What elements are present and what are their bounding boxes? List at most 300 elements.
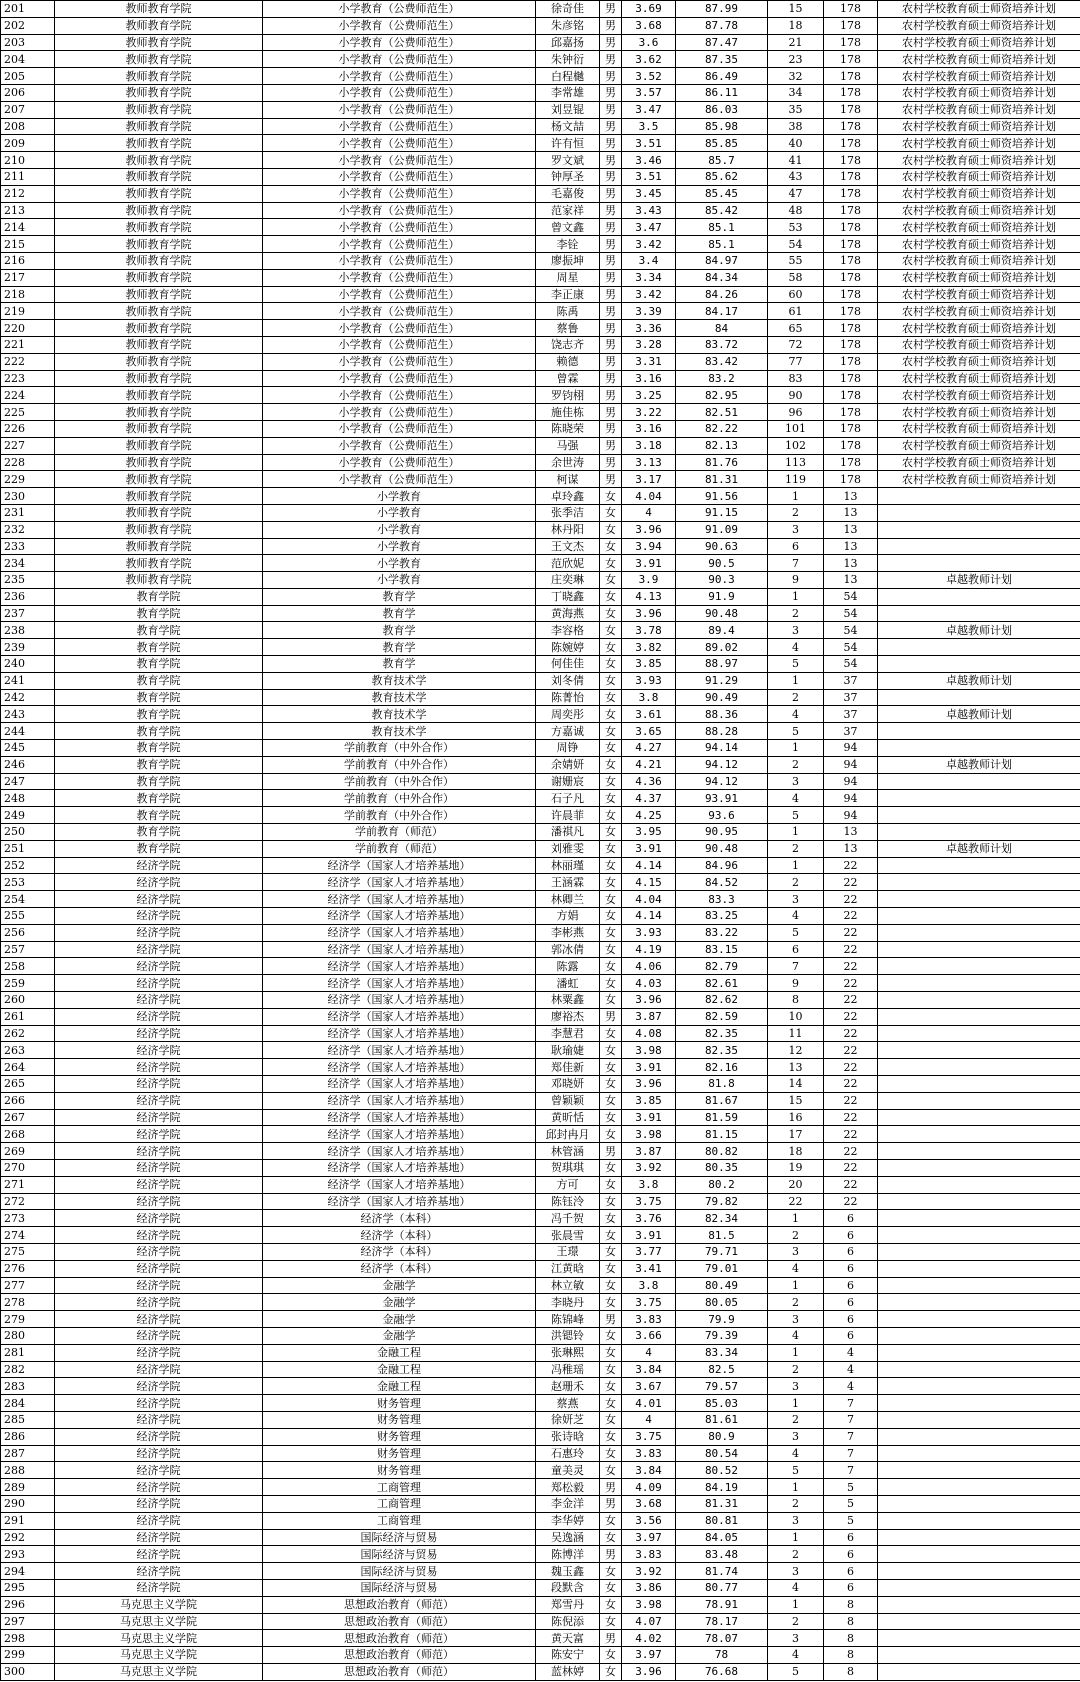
gender-cell: 女: [600, 773, 622, 790]
rank-cell: 4: [768, 706, 824, 723]
rank-cell: 47: [768, 185, 824, 202]
row-number-cell: 279: [1, 1311, 55, 1328]
program-cell: 卓越教师计划: [878, 840, 1080, 857]
rank-cell: 72: [768, 336, 824, 353]
table-row: [1, 504, 1080, 521]
rank-cell: 18: [768, 17, 824, 34]
college-cell: 经济学院: [55, 857, 263, 874]
student-name-cell: 卓玲鑫: [536, 488, 600, 505]
college-cell: 教师教育学院: [55, 135, 263, 152]
gender-cell: 女: [600, 672, 622, 689]
student-name-cell: 刘冬倩: [536, 672, 600, 689]
row-number-cell: 249: [1, 807, 55, 824]
rank-cell: 12: [768, 1042, 824, 1059]
gender-cell: 女: [600, 756, 622, 773]
gpa-cell: 3.42: [622, 286, 676, 303]
major-cell: 小学教育（公费师范生）: [263, 135, 536, 152]
program-cell: [878, 1008, 1080, 1025]
student-name-cell: 丁晓鑫: [536, 588, 600, 605]
program-cell: [878, 1479, 1080, 1496]
gpa-cell: 3.86: [622, 1579, 676, 1596]
row-number-cell: 242: [1, 689, 55, 706]
gender-cell: 女: [600, 1059, 622, 1076]
gpa-cell: 3.84: [622, 1462, 676, 1479]
major-cell: 小学教育（公费师范生）: [263, 34, 536, 51]
college-cell: 经济学院: [55, 1428, 263, 1445]
total-cell: 54: [824, 605, 878, 622]
college-cell: 教育学院: [55, 773, 263, 790]
major-cell: 国际经济与贸易: [263, 1563, 536, 1580]
score-cell: 84: [676, 320, 768, 337]
total-cell: 22: [824, 857, 878, 874]
rank-cell: 1: [768, 1529, 824, 1546]
total-cell: 6: [824, 1260, 878, 1277]
college-cell: 经济学院: [55, 1445, 263, 1462]
score-cell: 81.31: [676, 471, 768, 488]
program-cell: [878, 790, 1080, 807]
score-cell: 81.5: [676, 1227, 768, 1244]
program-cell: [878, 1260, 1080, 1277]
score-cell: 94.12: [676, 773, 768, 790]
rank-cell: 40: [768, 135, 824, 152]
gpa-cell: 4: [622, 1411, 676, 1428]
rank-cell: 77: [768, 353, 824, 370]
rank-cell: 32: [768, 68, 824, 85]
row-number-cell: 256: [1, 924, 55, 941]
rank-cell: 9: [768, 572, 824, 589]
program-cell: [878, 1411, 1080, 1428]
major-cell: 学前教育（师范）: [263, 824, 536, 841]
total-cell: 8: [824, 1647, 878, 1664]
score-cell: 90.3: [676, 572, 768, 589]
major-cell: 经济学（本科）: [263, 1243, 536, 1260]
table-row: [1, 840, 1080, 857]
rank-cell: 60: [768, 286, 824, 303]
table-row: [1, 1126, 1080, 1143]
row-number-cell: 222: [1, 353, 55, 370]
student-name-cell: 蓝林婷: [536, 1663, 600, 1680]
major-cell: 小学教育（公费师范生）: [263, 320, 536, 337]
total-cell: 4: [824, 1378, 878, 1395]
total-cell: 54: [824, 622, 878, 639]
row-number-cell: 240: [1, 656, 55, 673]
major-cell: 经济学（国家人才培养基地）: [263, 874, 536, 891]
student-name-cell: 曾颖颖: [536, 1092, 600, 1109]
total-cell: 6: [824, 1546, 878, 1563]
score-cell: 80.2: [676, 1176, 768, 1193]
student-name-cell: 方嘉诚: [536, 723, 600, 740]
rank-cell: 16: [768, 1109, 824, 1126]
gender-cell: 男: [600, 1546, 622, 1563]
row-number-cell: 276: [1, 1260, 55, 1277]
program-cell: 农村学校教育硕士师资培养计划: [878, 152, 1080, 169]
rank-cell: 90: [768, 387, 824, 404]
college-cell: 经济学院: [55, 1361, 263, 1378]
total-cell: 6: [824, 1294, 878, 1311]
score-cell: 82.34: [676, 1210, 768, 1227]
row-number-cell: 232: [1, 521, 55, 538]
major-cell: 经济学（国家人才培养基地）: [263, 1126, 536, 1143]
total-cell: 22: [824, 1025, 878, 1042]
row-number-cell: 214: [1, 219, 55, 236]
college-cell: 经济学院: [55, 1227, 263, 1244]
row-number-cell: 238: [1, 622, 55, 639]
program-cell: [878, 538, 1080, 555]
college-cell: 经济学院: [55, 1042, 263, 1059]
total-cell: 178: [824, 320, 878, 337]
gpa-cell: 3.51: [622, 168, 676, 185]
total-cell: 178: [824, 152, 878, 169]
major-cell: 教育学: [263, 639, 536, 656]
row-number-cell: 291: [1, 1512, 55, 1529]
major-cell: 金融学: [263, 1311, 536, 1328]
college-cell: 经济学院: [55, 1495, 263, 1512]
major-cell: 经济学（国家人才培养基地）: [263, 1092, 536, 1109]
gpa-cell: 3.75: [622, 1428, 676, 1445]
student-name-cell: 林管涵: [536, 1143, 600, 1160]
rank-cell: 4: [768, 1647, 824, 1664]
college-cell: 教师教育学院: [55, 286, 263, 303]
college-cell: 马克思主义学院: [55, 1630, 263, 1647]
total-cell: 22: [824, 1159, 878, 1176]
gender-cell: 男: [600, 303, 622, 320]
rank-cell: 3: [768, 1243, 824, 1260]
student-name-cell: 曾文鑫: [536, 219, 600, 236]
total-cell: 13: [824, 538, 878, 555]
total-cell: 22: [824, 992, 878, 1009]
student-name-cell: 王文杰: [536, 538, 600, 555]
total-cell: 178: [824, 118, 878, 135]
college-cell: 教师教育学院: [55, 320, 263, 337]
major-cell: 经济学（本科）: [263, 1260, 536, 1277]
gender-cell: 女: [600, 1243, 622, 1260]
row-number-cell: 271: [1, 1176, 55, 1193]
gpa-cell: 3.16: [622, 370, 676, 387]
row-number-cell: 254: [1, 891, 55, 908]
student-name-cell: 邓晓妍: [536, 1076, 600, 1093]
table-row: [1, 706, 1080, 723]
program-cell: [878, 1512, 1080, 1529]
rank-cell: 1: [768, 1277, 824, 1294]
gpa-cell: 4.25: [622, 807, 676, 824]
total-cell: 7: [824, 1428, 878, 1445]
row-number-cell: 225: [1, 404, 55, 421]
rank-cell: 1: [768, 824, 824, 841]
major-cell: 财务管理: [263, 1411, 536, 1428]
table-row: [1, 84, 1080, 101]
table-row: [1, 471, 1080, 488]
student-name-cell: 赖德: [536, 353, 600, 370]
student-name-cell: 耿瑜婕: [536, 1042, 600, 1059]
major-cell: 经济学（国家人才培养基地）: [263, 1076, 536, 1093]
program-cell: [878, 1159, 1080, 1176]
row-number-cell: 235: [1, 572, 55, 589]
college-cell: 经济学院: [55, 1092, 263, 1109]
college-cell: 经济学院: [55, 1210, 263, 1227]
table-row: [1, 639, 1080, 656]
college-cell: 教师教育学院: [55, 51, 263, 68]
rank-cell: 4: [768, 790, 824, 807]
score-cell: 85.03: [676, 1395, 768, 1412]
score-cell: 88.28: [676, 723, 768, 740]
rank-cell: 3: [768, 1311, 824, 1328]
gpa-cell: 3.47: [622, 219, 676, 236]
college-cell: 教育学院: [55, 639, 263, 656]
program-cell: 农村学校教育硕士师资培养计划: [878, 437, 1080, 454]
gpa-cell: 3.76: [622, 1210, 676, 1227]
college-cell: 教师教育学院: [55, 504, 263, 521]
row-number-cell: 265: [1, 1076, 55, 1093]
row-number-cell: 233: [1, 538, 55, 555]
total-cell: 178: [824, 370, 878, 387]
major-cell: 经济学（国家人才培养基地）: [263, 924, 536, 941]
student-name-cell: 冯稚瑶: [536, 1361, 600, 1378]
student-name-cell: 白程樾: [536, 68, 600, 85]
college-cell: 教师教育学院: [55, 538, 263, 555]
major-cell: 金融工程: [263, 1361, 536, 1378]
student-name-cell: 陈博洋: [536, 1546, 600, 1563]
score-cell: 83.72: [676, 336, 768, 353]
program-cell: 农村学校教育硕士师资培养计划: [878, 387, 1080, 404]
college-cell: 经济学院: [55, 1008, 263, 1025]
rank-cell: 101: [768, 420, 824, 437]
major-cell: 金融学: [263, 1294, 536, 1311]
score-cell: 85.45: [676, 185, 768, 202]
college-cell: 教育学院: [55, 723, 263, 740]
gender-cell: 女: [600, 588, 622, 605]
major-cell: 财务管理: [263, 1428, 536, 1445]
gpa-cell: 3.46: [622, 152, 676, 169]
major-cell: 经济学（国家人才培养基地）: [263, 1042, 536, 1059]
major-cell: 小学教育（公费师范生）: [263, 404, 536, 421]
gender-cell: 女: [600, 1596, 622, 1613]
program-cell: 农村学校教育硕士师资培养计划: [878, 320, 1080, 337]
total-cell: 4: [824, 1344, 878, 1361]
program-cell: [878, 555, 1080, 572]
table-row: [1, 68, 1080, 85]
student-name-cell: 郑佳新: [536, 1059, 600, 1076]
rank-cell: 58: [768, 269, 824, 286]
college-cell: 经济学院: [55, 941, 263, 958]
college-cell: 经济学院: [55, 1529, 263, 1546]
total-cell: 7: [824, 1462, 878, 1479]
total-cell: 178: [824, 1, 878, 18]
row-number-cell: 239: [1, 639, 55, 656]
row-number-cell: 206: [1, 84, 55, 101]
major-cell: 教育技术学: [263, 689, 536, 706]
rank-cell: 3: [768, 1563, 824, 1580]
student-name-cell: 林丽瑾: [536, 857, 600, 874]
student-name-cell: 李正康: [536, 286, 600, 303]
row-number-cell: 224: [1, 387, 55, 404]
major-cell: 思想政治教育（师范）: [263, 1613, 536, 1630]
table-row: [1, 1529, 1080, 1546]
rank-cell: 2: [768, 874, 824, 891]
gender-cell: 女: [600, 992, 622, 1009]
rank-cell: 2: [768, 840, 824, 857]
program-cell: [878, 740, 1080, 757]
table-row: [1, 185, 1080, 202]
gender-cell: 男: [600, 1495, 622, 1512]
major-cell: 金融学: [263, 1277, 536, 1294]
program-cell: 农村学校教育硕士师资培养计划: [878, 269, 1080, 286]
program-cell: 农村学校教育硕士师资培养计划: [878, 34, 1080, 51]
row-number-cell: 280: [1, 1327, 55, 1344]
gender-cell: 女: [600, 1647, 622, 1664]
rank-cell: 2: [768, 1294, 824, 1311]
score-cell: 84.05: [676, 1529, 768, 1546]
major-cell: 小学教育（公费师范生）: [263, 118, 536, 135]
gender-cell: 男: [600, 236, 622, 253]
program-cell: 卓越教师计划: [878, 756, 1080, 773]
program-cell: [878, 1277, 1080, 1294]
table-row: [1, 807, 1080, 824]
rank-cell: 4: [768, 908, 824, 925]
rank-cell: 2: [768, 504, 824, 521]
rank-cell: 4: [768, 1579, 824, 1596]
gender-cell: 女: [600, 807, 622, 824]
student-name-cell: 黄昕恬: [536, 1109, 600, 1126]
gpa-cell: 4.21: [622, 756, 676, 773]
gender-cell: 女: [600, 740, 622, 757]
gpa-cell: 3.18: [622, 437, 676, 454]
gpa-cell: 3.9: [622, 572, 676, 589]
row-number-cell: 274: [1, 1227, 55, 1244]
program-cell: [878, 1529, 1080, 1546]
rank-cell: 2: [768, 1227, 824, 1244]
total-cell: 94: [824, 790, 878, 807]
row-number-cell: 283: [1, 1378, 55, 1395]
gender-cell: 男: [600, 51, 622, 68]
row-number-cell: 230: [1, 488, 55, 505]
row-number-cell: 258: [1, 958, 55, 975]
table-row: [1, 387, 1080, 404]
gender-cell: 女: [600, 1193, 622, 1210]
table-row: [1, 420, 1080, 437]
table-row: [1, 219, 1080, 236]
rank-cell: 20: [768, 1176, 824, 1193]
rank-cell: 8: [768, 992, 824, 1009]
student-name-cell: 朱钟衍: [536, 51, 600, 68]
major-cell: 学前教育（中外合作）: [263, 807, 536, 824]
gpa-cell: 3.56: [622, 1512, 676, 1529]
table-row: [1, 168, 1080, 185]
major-cell: 小学教育（公费师范生）: [263, 303, 536, 320]
total-cell: 13: [824, 521, 878, 538]
table-row: [1, 1294, 1080, 1311]
college-cell: 教育学院: [55, 588, 263, 605]
college-cell: 经济学院: [55, 1159, 263, 1176]
row-number-cell: 219: [1, 303, 55, 320]
total-cell: 178: [824, 286, 878, 303]
college-cell: 教师教育学院: [55, 471, 263, 488]
total-cell: 54: [824, 588, 878, 605]
gpa-cell: 3.61: [622, 706, 676, 723]
row-number-cell: 223: [1, 370, 55, 387]
total-cell: 22: [824, 1109, 878, 1126]
rank-cell: 6: [768, 538, 824, 555]
score-cell: 81.61: [676, 1411, 768, 1428]
student-name-cell: 周奕彤: [536, 706, 600, 723]
program-cell: [878, 992, 1080, 1009]
rank-cell: 11: [768, 1025, 824, 1042]
major-cell: 财务管理: [263, 1445, 536, 1462]
student-name-cell: 贺琪琪: [536, 1159, 600, 1176]
student-name-cell: 林粟鑫: [536, 992, 600, 1009]
program-cell: [878, 874, 1080, 891]
major-cell: 思想政治教育（师范）: [263, 1663, 536, 1680]
row-number-cell: 272: [1, 1193, 55, 1210]
gpa-cell: 4.19: [622, 941, 676, 958]
gender-cell: 男: [600, 168, 622, 185]
gpa-cell: 3.91: [622, 555, 676, 572]
program-cell: [878, 1445, 1080, 1462]
gender-cell: 女: [600, 1445, 622, 1462]
college-cell: 教师教育学院: [55, 454, 263, 471]
gpa-cell: 3.47: [622, 101, 676, 118]
student-name-cell: 曾霖: [536, 370, 600, 387]
table-row: [1, 135, 1080, 152]
row-number-cell: 243: [1, 706, 55, 723]
total-cell: 6: [824, 1243, 878, 1260]
score-cell: 81.15: [676, 1126, 768, 1143]
gender-cell: 女: [600, 1663, 622, 1680]
college-cell: 经济学院: [55, 874, 263, 891]
total-cell: 22: [824, 1143, 878, 1160]
student-name-cell: 方娟: [536, 908, 600, 925]
program-cell: 农村学校教育硕士师资培养计划: [878, 101, 1080, 118]
gpa-cell: 3.94: [622, 538, 676, 555]
rank-cell: 41: [768, 152, 824, 169]
gpa-cell: 3.34: [622, 269, 676, 286]
rank-cell: 1: [768, 1210, 824, 1227]
student-name-cell: 郑雪丹: [536, 1596, 600, 1613]
gpa-cell: 4: [622, 1344, 676, 1361]
rank-cell: 15: [768, 1, 824, 18]
gpa-cell: 3.91: [622, 1227, 676, 1244]
table-row: [1, 1395, 1080, 1412]
gender-cell: 女: [600, 790, 622, 807]
gender-cell: 女: [600, 622, 622, 639]
rank-cell: 1: [768, 857, 824, 874]
total-cell: 178: [824, 303, 878, 320]
score-cell: 87.78: [676, 17, 768, 34]
total-cell: 37: [824, 672, 878, 689]
gender-cell: 女: [600, 1613, 622, 1630]
total-cell: 178: [824, 202, 878, 219]
rank-cell: 9: [768, 975, 824, 992]
table-row: [1, 320, 1080, 337]
total-cell: 22: [824, 975, 878, 992]
table-row: [1, 790, 1080, 807]
program-cell: 农村学校教育硕士师资培养计划: [878, 51, 1080, 68]
gpa-cell: 4.01: [622, 1395, 676, 1412]
gpa-cell: 3.28: [622, 336, 676, 353]
table-row: [1, 1327, 1080, 1344]
gpa-cell: 3.8: [622, 1176, 676, 1193]
student-name-cell: 陈锦峰: [536, 1311, 600, 1328]
major-cell: 经济学（国家人才培养基地）: [263, 1025, 536, 1042]
row-number-cell: 295: [1, 1579, 55, 1596]
total-cell: 6: [824, 1529, 878, 1546]
table-row: [1, 1613, 1080, 1630]
row-number-cell: 275: [1, 1243, 55, 1260]
table-row: [1, 992, 1080, 1009]
gender-cell: 男: [600, 68, 622, 85]
student-name-cell: 李慧君: [536, 1025, 600, 1042]
score-cell: 82.5: [676, 1361, 768, 1378]
major-cell: 小学教育（公费师范生）: [263, 202, 536, 219]
